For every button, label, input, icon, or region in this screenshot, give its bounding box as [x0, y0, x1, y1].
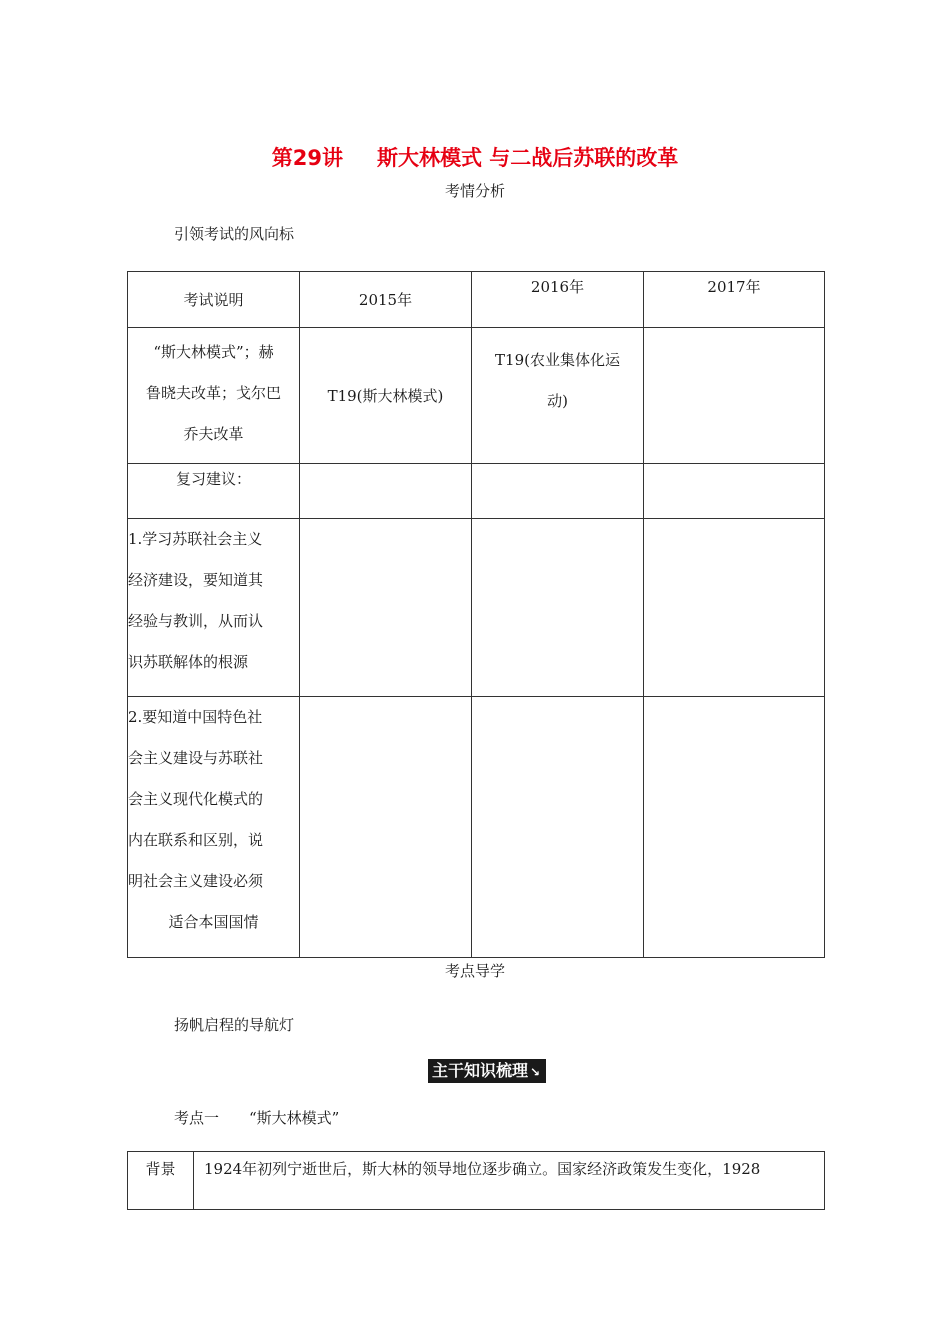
- empty-cell: [644, 464, 825, 519]
- header-2016: 2016年: [472, 272, 644, 328]
- suggestion-line: 内在联系和区别，说: [128, 831, 264, 849]
- suggestion-line: 经济建设，要知道其: [128, 571, 264, 589]
- cell-2016-line: 动): [547, 392, 568, 410]
- table-row: [128, 1152, 825, 1210]
- kaodian-topic: “斯大林模式”: [249, 1109, 340, 1127]
- background-text: 1924年初列宁逝世后，斯大林的领导地位逐步确立。国家经济政策发生变化，1928: [194, 1152, 825, 1210]
- suggestion-line: 经验与教训，从而认: [128, 612, 264, 630]
- lesson-number: 第29讲: [271, 146, 343, 170]
- suggestion-line: 会主义现代化模式的: [128, 790, 264, 808]
- empty-cell: [472, 464, 644, 519]
- suggestion-1: [128, 519, 300, 697]
- exam-scope-cell: [128, 328, 300, 464]
- background-label: 背景: [128, 1152, 194, 1210]
- table-row: [128, 519, 825, 697]
- main-knowledge-badge: [428, 1059, 546, 1083]
- cell-2015-question: T19(斯大林模式): [300, 328, 472, 464]
- suggestion-line: 2.要知道中国特色社: [128, 708, 263, 726]
- suggestion-line: 会主义建设与苏联社: [128, 749, 264, 767]
- empty-cell: [644, 519, 825, 697]
- header-exam-description: 考试说明: [128, 272, 300, 328]
- section-heading-guide: 考点导学: [444, 962, 505, 980]
- lesson-title: [0, 142, 950, 172]
- exam-scope-line: 乔夫改革: [183, 425, 244, 443]
- cell-2016-line: T19(农业集体化运: [495, 351, 620, 369]
- kaodian-label: 考点一: [174, 1109, 220, 1127]
- section-subheading-guide: 扬帆启程的导航灯: [174, 1016, 295, 1034]
- cell-2017-question: [644, 328, 825, 464]
- empty-cell: [472, 697, 644, 958]
- arrow-down-right-icon: ↘: [530, 1065, 541, 1079]
- header-2015: 2015年: [300, 272, 472, 328]
- empty-cell: [472, 519, 644, 697]
- exam-table: [127, 271, 825, 958]
- table-row: [128, 697, 825, 958]
- review-label: 复习建议：: [128, 464, 300, 519]
- table-row: [128, 328, 825, 464]
- exam-scope-line: 鲁晓夫改革；戈尔巴: [145, 384, 281, 402]
- suggestion-line: 适合本国国情: [168, 913, 259, 931]
- table-row: [128, 464, 825, 519]
- header-2017: 2017年: [644, 272, 825, 328]
- background-table: [127, 1151, 825, 1210]
- cell-2016-question: [472, 328, 644, 464]
- badge-label: 主干知识梳理: [432, 1061, 529, 1080]
- suggestion-line: 识苏联解体的根源: [128, 653, 249, 671]
- lesson-topic: 斯大林模式 与二战后苏联的改革: [376, 146, 679, 170]
- section-heading-analysis: 考情分析: [444, 182, 505, 200]
- empty-cell: [644, 697, 825, 958]
- exam-scope-line: “斯大林模式”；赫: [153, 343, 274, 361]
- empty-cell: [300, 519, 472, 697]
- empty-cell: [300, 697, 472, 958]
- suggestion-line: 1.学习苏联社会主义: [128, 530, 263, 548]
- table-header-row: [128, 272, 825, 328]
- suggestion-line: 明社会主义建设必须: [128, 872, 264, 890]
- section-subheading-analysis: 引领考试的风向标: [174, 225, 295, 243]
- empty-cell: [300, 464, 472, 519]
- kaodian-heading: [174, 1107, 339, 1128]
- suggestion-2: [128, 697, 300, 958]
